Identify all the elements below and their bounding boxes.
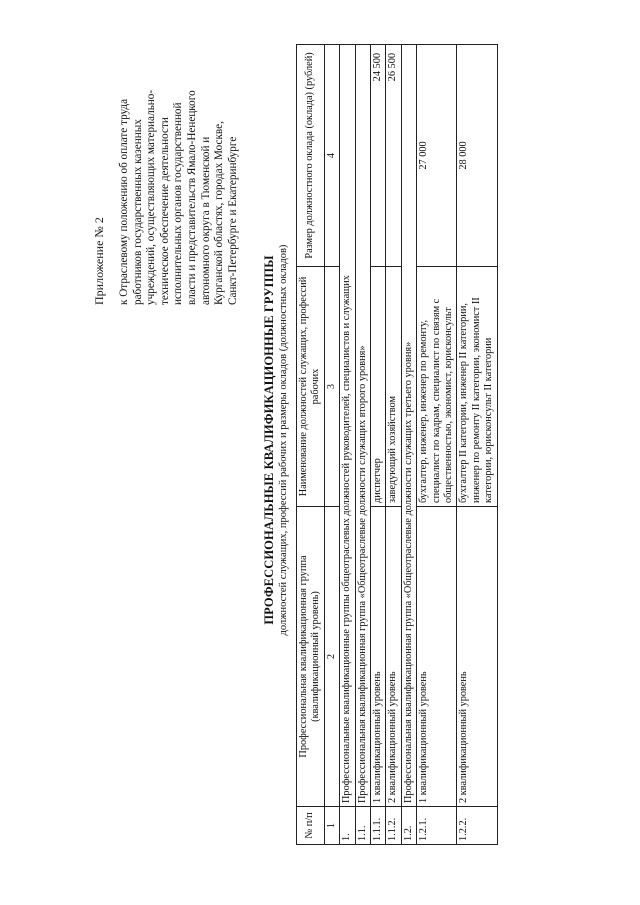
row-num: 1.1.1. [371, 807, 386, 845]
row-num: 1.2.2. [457, 807, 497, 845]
appendix-note-line: к Отраслевому положению об оплате труда [118, 98, 130, 305]
header-group: Профессиональная квалификационная группа (квалификационный уровень) [297, 507, 325, 807]
header-num: № п/п [297, 807, 325, 845]
qualification-level: 2 квалификационный уровень [386, 507, 401, 807]
table-header-row [297, 45, 325, 845]
document-title: ПРОФЕССИОНАЛЬНЫЕ КВАЛИФИКАЦИОННЫЕ ГРУППЫ [262, 255, 276, 625]
table-row [417, 45, 457, 845]
appendix-note-line: автономного округа в Тюменской и [199, 136, 212, 305]
qualification-level: 1 квалификационный уровень [371, 507, 386, 807]
table-row [386, 45, 401, 845]
appendix-note-line: Санкт-Петербурге и Екатеринбурге [226, 136, 239, 305]
appendix-note-line: исполнительных органов государственной [172, 102, 185, 305]
table-row [457, 45, 497, 845]
document-subtitle: должностей служащих, профессий рабочих и размеры окладов (должностных окладов) [278, 244, 289, 636]
column-number: 2 [324, 507, 339, 807]
row-num: 1.2. [401, 807, 416, 845]
qualification-level: 2 квалификационный уровень [457, 507, 497, 807]
appendix-note-line: учреждений, осуществляющих материально- [145, 89, 158, 305]
positions: бухгалтер, инженер, инженер по ремонту, специалист по кадрам, специалист по связям с общественностью, экономист, юрисконсульт [417, 267, 457, 507]
column-number: 1 [324, 807, 339, 845]
column-number: 4 [324, 45, 339, 267]
positions: бухгалтер II категории, инженер II категории, инженер по ремонту II категории, экономист II категории, юрисконсульт II категории [457, 267, 497, 507]
column-number: 3 [324, 267, 339, 507]
appendix-note-line: власти и представительств Ямало-Ненецкого [185, 90, 198, 305]
salary: 28 000 [457, 45, 497, 267]
table-row [340, 45, 355, 845]
positions: диспетчер [371, 267, 386, 507]
table-row [401, 45, 416, 845]
appendix-note-line: работников государственных казенных [131, 119, 144, 305]
appendix-note [118, 45, 240, 305]
appendix-title: Приложение № 2 [92, 217, 106, 305]
table-column-numbers-row [324, 45, 339, 845]
appendix-note-line: Курганской областях, городах Москве, [213, 121, 226, 305]
table-row [355, 45, 370, 845]
qualification-groups-table [296, 44, 498, 845]
salary: 24 500 [371, 45, 386, 267]
positions: заведующий хозяйством [386, 267, 401, 507]
row-num: 1. [340, 807, 355, 845]
table-row [371, 45, 386, 845]
group-heading: Профессиональная квалификационная группа «Общеотраслевые должности служащих второго уровня» [355, 45, 370, 807]
appendix-note-line: техническое обеспечение деятельности [158, 117, 171, 305]
qualification-level: 1 квалификационный уровень [417, 507, 457, 807]
group-heading: Профессиональные квалификационные группы общеотраслевых должностей руководителей, специалистов и служащих [340, 45, 355, 807]
group-heading: Профессиональная квалификационная группа «Общеотраслевые должности служащих третьего уровня» [401, 45, 416, 807]
salary: 27 000 [417, 45, 457, 267]
row-num: 1.1. [355, 807, 370, 845]
salary: 26 500 [386, 45, 401, 267]
row-num: 1.2.1. [417, 807, 457, 845]
header-positions: Наименование должностей служащих, профессий рабочих [297, 267, 325, 507]
header-salary: Размер должностного оклада (оклада) (рублей) [297, 45, 325, 267]
row-num: 1.1.2. [386, 807, 401, 845]
